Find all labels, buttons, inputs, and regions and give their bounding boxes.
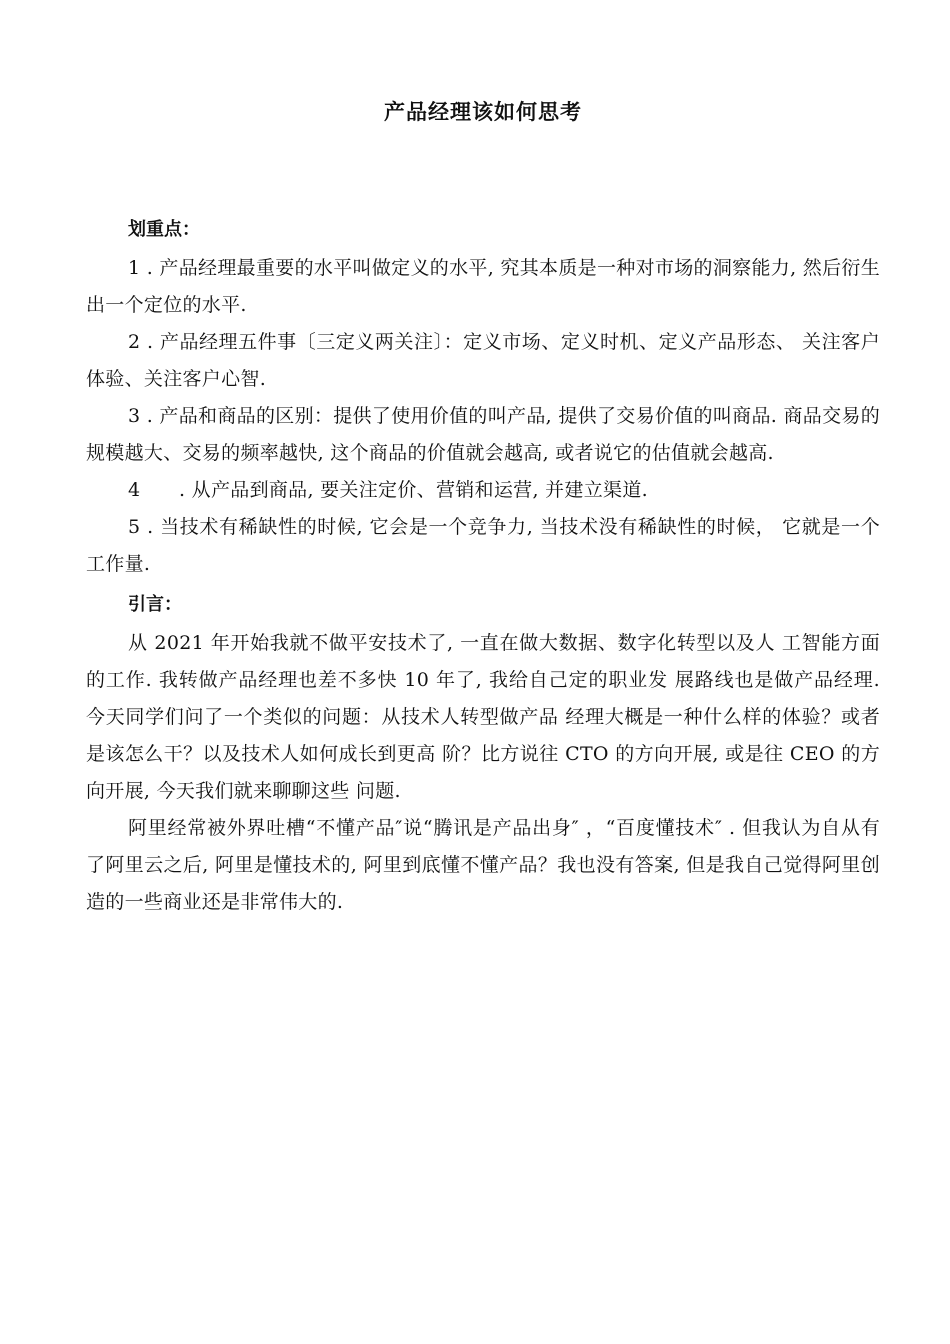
introduction-paragraph-1: 从 2021 年开始我就不做平安技术了, 一直在做大数据、数字化转型以及人 工智能方面的工作. 我转做产品经理也差不多快 10 年了, 我给自己定的职业发 展路线也是做产品经理. 今天同学们问了一个类似的问题：从技术人转型做产品 经理大概是一种什么样的体验？或者是该怎么干？以及技术人如何成长到更高 阶？比方说往 CTO 的方向开展, 或是往 CEO 的方向开展, 今天我们就来聊聊这些 问题. (86, 632, 880, 802)
highlight-item-3: 3 . 产品和商品的区别：提供了使用价值的叫产品, 提供了交易价值的叫商品. 商品交易的规模越大、交易的频率越快, 这个商品的价值就会越高, 或者说它的估值就会越高. (86, 405, 880, 464)
highlight-item-4: 4 . 从产品到商品, 要关注定价、营销和运营, 并建立渠道. (128, 479, 648, 501)
introduction-heading: 引言： (128, 594, 182, 615)
highlight-item-2: 2 . 产品经理五件事〔三定义两关注〕：定义市场、定义时机、定义产品形态、 关注客户体验、关注客户心智. (86, 331, 880, 390)
introduction-paragraph-2: 阿里经常被外界吐槽“不懂产品″说“腾讯是产品出身″ ，“百度懂技术″ . 但我认为自从有了阿里云之后, 阿里是懂技术的, 阿里到底懂不懂产品？我也没有答案, 但是我自己觉得阿里创造的一些商业还是非常伟大的. (86, 817, 880, 913)
highlight-item-1: 1 . 产品经理最重要的水平叫做定义的水平, 究其本质是一种对市场的洞察能力, 然后衍生出一个定位的水平. (86, 257, 880, 316)
highlights-section (86, 214, 880, 583)
introduction-section (86, 589, 880, 921)
document-title: 产品经理该如何思考 (384, 100, 582, 124)
highlight-item-5: 5 . 当技术有稀缺性的时候, 它会是一个竞争力, 当技术没有稀缺性的时候， 它就是一个工作量. (86, 516, 880, 575)
highlights-heading: 划重点： (128, 219, 200, 240)
